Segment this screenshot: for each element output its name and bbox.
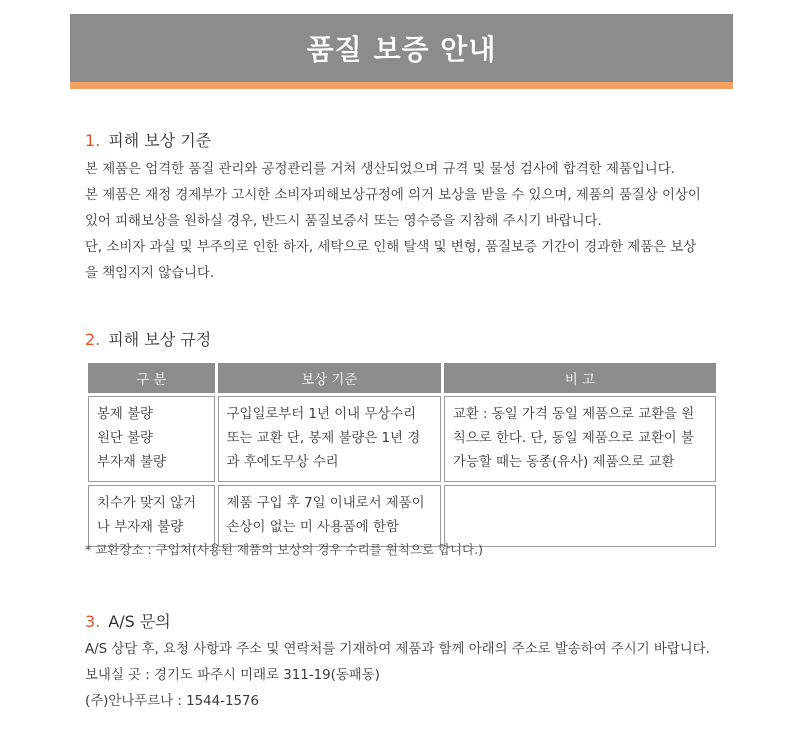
- cell-line: 원단 불량: [97, 431, 153, 446]
- cell-line: 칙으로 한다. 단, 동일 제품으로 교환이 불: [452, 431, 694, 446]
- remark-cell: [444, 396, 716, 482]
- paragraph-line: 본 제품은 엄격한 품질 관리와 공정관리를 거쳐 생산되었으며 규격 및 물성 검사에 합격한 제품입니다.: [85, 162, 675, 177]
- section-title: 피해 보상 규정: [108, 330, 212, 349]
- cell-line: 부자재 불량: [97, 455, 166, 470]
- section-title: 피해 보상 기준: [108, 131, 212, 150]
- cell-line: 봉제 불량: [97, 407, 153, 422]
- section-heading-compensation-criteria: [85, 128, 211, 151]
- cell-line: 과 후에도무상 수리: [226, 455, 339, 470]
- company-phone: (주)안나푸르나 : 1544-1576: [85, 694, 260, 709]
- standard-cell: [218, 396, 441, 482]
- page-title: 품질 보증 안내: [306, 33, 497, 66]
- cell-line: 제품 구입 후 7일 이내로서 제품이: [226, 496, 425, 511]
- paragraph-line: 을 책임지지 않습니다.: [85, 266, 215, 281]
- section-title: A/S 문의: [108, 612, 171, 631]
- category-cell: [88, 396, 215, 482]
- table-row: [88, 485, 716, 547]
- standard-cell: [218, 485, 441, 547]
- section-heading-compensation-rules: [85, 327, 211, 350]
- section-heading-as-inquiry: [85, 609, 171, 632]
- column-header-standard: 보상 기준: [218, 363, 441, 393]
- category-cell: [88, 485, 215, 547]
- column-header-remark: 비 고: [444, 363, 716, 393]
- shipping-address: 보내실 곳 : 경기도 파주시 미래로 311-19(동패동): [85, 668, 380, 683]
- cell-line: 가능할 때는 동종(유사) 제품으로 교환: [452, 455, 675, 470]
- section-number: 1.: [85, 131, 101, 150]
- paragraph-line: 단, 소비자 과실 및 부주의로 인한 하자, 세탁으로 인해 탈색 및 변형, 품질보증 기간이 경과한 제품은 보상: [85, 240, 697, 255]
- cell-line: 교환 : 동일 가격 동일 제품으로 교환을 원: [452, 407, 695, 422]
- paragraph-line: 있어 피해보상을 원하실 경우, 반드시 품질보증서 또는 영수증을 지참해 주시기 바랍니다.: [85, 214, 602, 229]
- compensation-criteria-text: [85, 157, 725, 287]
- as-inquiry-text: [85, 637, 725, 715]
- cell-line: 나 부자재 불량: [97, 520, 184, 535]
- cell-line: 치수가 맞지 않거: [97, 496, 197, 511]
- compensation-rules-table: [85, 360, 719, 550]
- cell-line: 손상이 없는 미 사용품에 한함: [226, 520, 399, 535]
- exchange-location-note: * 교환장소 : 구입처(사용된 제품의 보상의 경우 수리를 원칙으로 합니다.): [85, 542, 484, 557]
- table-header-row: [88, 363, 716, 393]
- cell-line: 구입일로부터 1년 이내 무상수리: [226, 407, 417, 422]
- cell-line: 또는 교환 단, 봉제 불량은 1년 경: [226, 431, 421, 446]
- title-banner: [70, 14, 733, 89]
- table-row: [88, 396, 716, 482]
- column-header-category: 구 분: [88, 363, 215, 393]
- section-number: 3.: [85, 612, 101, 631]
- paragraph-line: 본 제품은 재정 경제부가 고시한 소비자피해보상규정에 의거 보상을 받을 수 있으며, 제품의 품질상 이상이: [85, 188, 701, 203]
- remark-cell-empty: [444, 485, 716, 547]
- section-number: 2.: [85, 330, 101, 349]
- paragraph-line: A/S 상담 후, 요청 사항과 주소 및 연락처를 기재하여 제품과 함께 아래의 주소로 발송하여 주시기 바랍니다.: [85, 642, 710, 657]
